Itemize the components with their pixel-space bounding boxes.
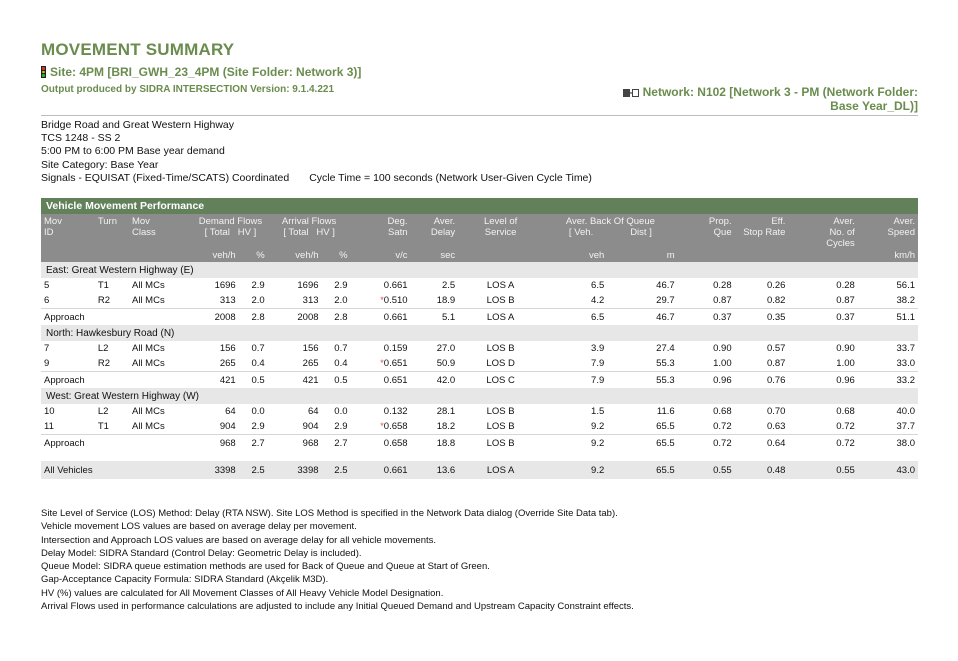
eff-stop-rate: 0.63 (766, 421, 786, 432)
header-divider (41, 115, 918, 116)
flow-value: 265 (302, 358, 319, 369)
approach-value: 2.8 (322, 309, 351, 326)
level-of-service: LOS B (486, 421, 515, 432)
report-title: MOVEMENT SUMMARY (41, 40, 235, 59)
approach-value: 968 (193, 435, 239, 452)
deg-satn (351, 278, 411, 293)
mov-id: 11 (44, 421, 54, 432)
approach-value: 2008 (268, 309, 322, 326)
deg-satn-value: 0.132 (383, 406, 408, 417)
queue-veh: 4.2 (591, 295, 605, 306)
approach-value: 0.658 (351, 435, 411, 452)
aver-delay: 28.1 (436, 406, 456, 417)
movement-performance-table (41, 198, 918, 479)
critical-movement-marker: * (380, 358, 384, 368)
site-info (41, 119, 592, 185)
col-turn: Turn (95, 214, 129, 249)
mov-id: 9 (44, 358, 50, 369)
no-of-cycles: 0.28 (836, 280, 855, 291)
approach-los: LOS C (458, 372, 543, 389)
network-icon (623, 89, 639, 97)
approach-value: 0.661 (351, 309, 411, 326)
approach-name: North: Hawkesbury Road (N) (41, 325, 918, 341)
total-value: 3398 (193, 461, 239, 479)
no-of-cycles: 0.68 (836, 406, 855, 417)
flow-value: 1696 (297, 280, 319, 291)
approach-value: 0.72 (788, 435, 857, 452)
turn: T1 (97, 280, 109, 291)
aver-speed: 38.2 (896, 295, 915, 306)
site-heading (41, 65, 361, 79)
all-vehicles-row (41, 461, 918, 479)
flow-value: 904 (219, 421, 236, 432)
aver-speed: 56.1 (896, 280, 915, 291)
deg-satn (351, 356, 411, 372)
site-label: Site: 4PM [BRI_GWH_23_4PM (Site Folder: Network 3)] (50, 65, 362, 79)
deg-satn (351, 419, 411, 435)
prop-que: 0.72 (713, 421, 732, 432)
approach-value: 0.96 (788, 372, 857, 389)
deg-satn-value: 0.651 (383, 358, 408, 369)
col-level-of-service: Level of Service (458, 214, 543, 249)
col-back-of-queue: Aver. Back Of Queue [ Veh. Dist ] (543, 214, 678, 249)
approach-heading (41, 388, 918, 404)
flow-value: 313 (302, 295, 319, 306)
deg-satn-value: 0.510 (383, 295, 408, 306)
unit-arrival-total: veh/h (268, 249, 322, 262)
flow-value: 0.7 (251, 343, 265, 354)
queue-dist: 46.7 (656, 280, 675, 291)
prop-que: 0.87 (713, 295, 732, 306)
site-info-road: Bridge Road and Great Western Highway (41, 119, 234, 131)
prop-que: 0.68 (713, 406, 732, 417)
flow-value: 2.9 (334, 421, 348, 432)
col-deg-satn: Deg. Satn (351, 214, 411, 249)
col-mov-class: Mov Class (129, 214, 193, 249)
approach-value: 51.1 (858, 309, 918, 326)
flow-value: 64 (225, 406, 236, 417)
table-row (41, 341, 918, 356)
critical-movement-marker: * (380, 421, 384, 431)
total-value: 3398 (268, 461, 322, 479)
mov-class: All MCs (131, 421, 165, 432)
eff-stop-rate: 0.26 (766, 280, 786, 291)
aver-speed: 33.0 (896, 358, 915, 369)
unit-queue-veh: veh (543, 249, 607, 262)
flow-value: 0.7 (334, 343, 348, 354)
approach-value: 0.5 (322, 372, 351, 389)
approach-value: 0.37 (788, 309, 857, 326)
flow-value: 1696 (214, 280, 236, 291)
eff-stop-rate: 0.57 (766, 343, 786, 354)
approach-value: 38.0 (858, 435, 918, 452)
prop-que: 0.28 (713, 280, 732, 291)
deg-satn (351, 293, 411, 309)
approach-value: 2.7 (239, 435, 268, 452)
table-band-title: Vehicle Movement Performance (41, 198, 918, 214)
approach-label: Approach (41, 309, 193, 326)
no-of-cycles: 0.72 (836, 421, 855, 432)
approach-value: 55.3 (607, 372, 677, 389)
mov-id: 10 (44, 406, 55, 417)
queue-veh: 7.9 (591, 358, 605, 369)
flow-value: 64 (307, 406, 319, 417)
queue-dist: 27.4 (656, 343, 675, 354)
aver-delay: 27.0 (436, 343, 456, 354)
unit-demand-hv: % (239, 249, 268, 262)
mov-id: 7 (44, 343, 50, 354)
total-value: 0.55 (678, 461, 735, 479)
unit-queue-dist: m (607, 249, 677, 262)
flow-value: 156 (219, 343, 236, 354)
approach-value: 0.5 (239, 372, 268, 389)
col-mov-id: Mov ID (41, 214, 95, 249)
deg-satn-value: 0.159 (383, 343, 408, 354)
approach-value: 2.8 (239, 309, 268, 326)
col-aver-delay: Aver. Delay (411, 214, 459, 249)
all-vehicles-label: All Vehicles (41, 461, 193, 479)
deg-satn (351, 404, 411, 419)
eff-stop-rate: 0.82 (766, 295, 786, 306)
flow-value: 0.4 (251, 358, 265, 369)
approach-total-row (41, 372, 918, 389)
aver-speed: 37.7 (896, 421, 915, 432)
mov-id: 5 (44, 280, 50, 291)
traffic-signal-icon (41, 66, 46, 78)
unit-speed: km/h (858, 249, 918, 262)
aver-delay: 2.5 (441, 280, 456, 291)
prop-que: 0.90 (713, 343, 732, 354)
level-of-service: LOS A (486, 280, 515, 291)
queue-veh: 3.9 (591, 343, 605, 354)
network-heading (618, 85, 918, 113)
approach-value: 421 (268, 372, 322, 389)
deg-satn (351, 341, 411, 356)
approach-value: 0.72 (678, 435, 735, 452)
no-of-cycles: 0.87 (836, 295, 855, 306)
approach-heading (41, 325, 918, 341)
queue-veh: 1.5 (591, 406, 605, 417)
unit-delay: sec (411, 249, 459, 262)
network-label: Network: N102 [Network 3 - PM (Network Folder: Base Year_DL)] (642, 85, 918, 113)
total-value: 0.48 (735, 461, 789, 479)
mov-id: 6 (44, 295, 50, 306)
unit-deg-satn: v/c (351, 249, 411, 262)
flow-value: 2.0 (334, 295, 348, 306)
approach-value: 65.5 (607, 435, 677, 452)
queue-dist: 55.3 (656, 358, 675, 369)
approach-value: 18.8 (411, 435, 459, 452)
note-line: Arrival Flows used in performance calculations are adjusted to include any Initial Queued Demand and Upstream Capacity Constraint effects. (41, 601, 634, 613)
flow-value: 156 (302, 343, 319, 354)
flow-value: 0.0 (251, 406, 265, 417)
critical-movement-marker: * (380, 295, 384, 305)
unit-arrival-hv: % (322, 249, 351, 262)
turn: L2 (97, 406, 109, 417)
flow-value: 2.9 (251, 280, 265, 291)
approach-value: 33.2 (858, 372, 918, 389)
aver-delay: 18.9 (436, 295, 456, 306)
turn: R2 (97, 295, 110, 306)
approach-value: 7.9 (543, 372, 607, 389)
approach-value: 2.7 (322, 435, 351, 452)
approach-name: East: Great Western Highway (E) (41, 262, 918, 278)
approach-value: 6.5 (543, 309, 607, 326)
queue-veh: 6.5 (591, 280, 605, 291)
level-of-service: LOS D (486, 358, 515, 369)
prop-que: 1.00 (713, 358, 732, 369)
flow-value: 0.0 (334, 406, 348, 417)
flow-value: 0.4 (334, 358, 348, 369)
site-info-signals (41, 172, 592, 185)
no-of-cycles: 0.90 (836, 343, 855, 354)
note-line: Intersection and Approach LOS values are based on average delay for all vehicle movements. (41, 534, 437, 546)
approach-total-row (41, 435, 918, 452)
eff-stop-rate: 0.70 (766, 406, 786, 417)
aver-delay: 50.9 (436, 358, 456, 369)
mov-class: All MCs (131, 406, 165, 417)
signals-text: Signals - EQUISAT (Fixed-Time/SCATS) Coordinated (41, 171, 290, 184)
approach-value: 0.96 (678, 372, 735, 389)
aver-speed: 33.7 (896, 343, 915, 354)
col-aver-speed: Aver. Speed (858, 214, 918, 249)
total-value: 9.2 (543, 461, 607, 479)
approach-value: 46.7 (607, 309, 677, 326)
approach-label: Approach (41, 435, 193, 452)
flow-value: 2.9 (334, 280, 348, 291)
table-row (41, 404, 918, 419)
total-los: LOS A (458, 461, 543, 479)
col-arrival-flows: Arrival Flows [ Total HV ] (268, 214, 351, 249)
approach-label: Approach (41, 372, 193, 389)
level-of-service: LOS B (486, 343, 515, 354)
approach-value: 421 (193, 372, 239, 389)
units-row (41, 249, 918, 262)
queue-dist: 11.6 (656, 406, 675, 417)
approach-value: 0.64 (735, 435, 789, 452)
total-value: 0.55 (788, 461, 857, 479)
flow-value: 2.9 (251, 421, 265, 432)
note-line: Gap-Acceptance Capacity Formula: SIDRA Standard (Akçelik M3D). (41, 574, 329, 586)
note-line: Queue Model: SIDRA queue estimation methods are used for Back of Queue and Queue at Start of Green. (41, 561, 490, 573)
total-value: 43.0 (858, 461, 918, 479)
note-line: Vehicle movement LOS values are based on average delay per movement. (41, 521, 357, 533)
table-row (41, 278, 918, 293)
approach-value: 0.76 (735, 372, 789, 389)
note-line: Delay Model: SIDRA Standard (Control Delay: Geometric Delay is included). (41, 547, 362, 559)
approach-heading (41, 262, 918, 278)
total-value: 13.6 (411, 461, 459, 479)
flow-value: 2.0 (251, 295, 265, 306)
approach-total-row (41, 309, 918, 326)
approach-los: LOS B (458, 435, 543, 452)
approach-value: 9.2 (543, 435, 607, 452)
flow-value: 265 (219, 358, 236, 369)
queue-dist: 29.7 (656, 295, 675, 306)
aver-speed: 40.0 (896, 406, 915, 417)
note-line: HV (%) values are calculated for All Movement Classes of All Heavy Vehicle Model Designation. (41, 587, 444, 599)
approach-value: 2008 (193, 309, 239, 326)
unit-demand-total: veh/h (193, 249, 239, 262)
col-eff-stop-rate: Eff. Stop Rate (735, 214, 789, 249)
col-demand-flows: Demand Flows [ Total HV ] (193, 214, 268, 249)
eff-stop-rate: 0.87 (766, 358, 786, 369)
approach-value: 5.1 (411, 309, 459, 326)
queue-dist: 65.5 (656, 421, 675, 432)
mov-class: All MCs (131, 358, 165, 369)
level-of-service: LOS B (486, 406, 515, 417)
mov-class: All MCs (131, 295, 165, 306)
approach-value: 42.0 (411, 372, 459, 389)
mov-class: All MCs (131, 343, 165, 354)
mov-class: All MCs (131, 280, 165, 291)
total-value: 2.5 (239, 461, 268, 479)
site-info-tcs: TCS 1248 - SS 2 (41, 132, 121, 145)
col-prop-que: Prop. Que (678, 214, 735, 249)
level-of-service: LOS B (486, 295, 515, 306)
approach-los: LOS A (458, 309, 543, 326)
total-value: 2.5 (322, 461, 351, 479)
approach-value: 968 (268, 435, 322, 452)
column-headers (41, 214, 918, 249)
turn: R2 (97, 358, 110, 369)
aver-delay: 18.2 (436, 421, 456, 432)
turn: L2 (97, 343, 109, 354)
note-line: Site Level of Service (LOS) Method: Delay (RTA NSW). Site LOS Method is specified in the Network Data dialog (Override Site Data tab). (41, 508, 618, 519)
col-no-of-cycles: Aver. No. of Cycles (788, 214, 857, 249)
total-value: 65.5 (607, 461, 677, 479)
deg-satn-value: 0.661 (383, 280, 408, 291)
deg-satn-value: 0.658 (383, 421, 408, 432)
no-of-cycles: 1.00 (836, 358, 855, 369)
approach-name: West: Great Western Highway (W) (41, 388, 918, 404)
queue-veh: 9.2 (591, 421, 605, 432)
approach-value: 0.35 (735, 309, 789, 326)
turn: T1 (97, 421, 109, 432)
site-info-period: 5:00 PM to 6:00 PM Base year demand (41, 145, 225, 158)
approach-value: 0.651 (351, 372, 411, 389)
flow-value: 313 (219, 295, 236, 306)
output-version: Output produced by SIDRA INTERSECTION Version: 9.1.4.221 (41, 84, 335, 95)
flow-value: 904 (302, 421, 319, 432)
cycle-time: Cycle Time = 100 seconds (Network User-Given Cycle Time) (309, 171, 592, 184)
report-notes (41, 507, 634, 613)
site-info-category: Site Category: Base Year (41, 158, 159, 171)
table-row (41, 356, 918, 372)
approach-value: 0.37 (678, 309, 735, 326)
table-row (41, 293, 918, 309)
table-row (41, 419, 918, 435)
total-value: 0.661 (351, 461, 411, 479)
